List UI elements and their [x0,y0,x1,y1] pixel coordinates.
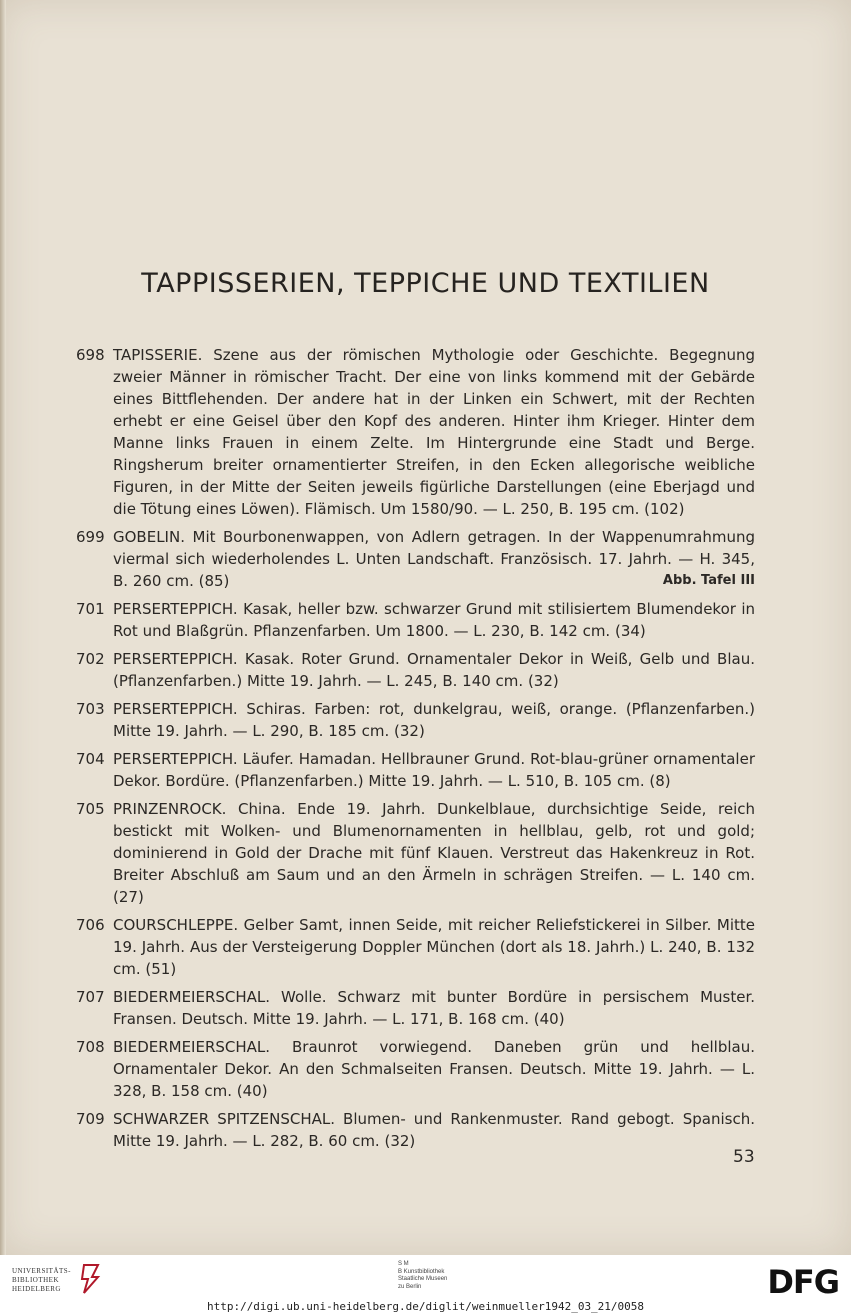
entry-text: COURSCHLEPPE. Gelber Samt, innen Seide, mit reicher Reliefstickerei in Silber. Mitte 19. Jahrh. Aus der Versteigerung Doppler München (dort als 18. Jahrh.) L. 240, B. 132 cm. (51) [113,916,755,978]
page-number: 53 [733,1147,755,1167]
entry-number: 698 [76,346,105,364]
entry-text: PERSERTEPPICH. Schiras. Farben: rot, dunkelgrau, weiß, orange. (Pflanzenfarben.) Mitte 19. Jahrh. — L. 290, B. 185 cm. (32) [113,700,755,740]
entry-text: PERSERTEPPICH. Kasak, heller bzw. schwarzer Grund mit stilisiertem Blumendekor in Rot und Blaßgrün. Pflanzenfarben. Um 1800. — L. 230, B. 142 cm. (34) [113,600,755,640]
catalog-entry [0,344,851,520]
catalog-entry [0,648,851,692]
entry-text: TAPISSERIE. Szene aus der römischen Mythologie oder Geschichte. Begegnung zweier Männer in römischer Tracht. Der eine von links kommend mit der Gebärde eines Bittflehenden. Der andere hat in der Linken ein Schwert, mit der Rechten erhebt er eine Geisel über den Kopf des anderen. Hinter ihm Krieger. Hinter dem Manne links Frauen in einem Zelte. Im Hintergrunde eine Stadt und Berge. Ringsherum breiter ornamentierter Streifen, in den Ecken allegorische weibliche Figuren, in der Mitte der Seiten jeweils figürliche Darstellungen (eine Eberjagd und die Tötung eines Löwen). Flämisch. Um 1580/90. — L. 250, B. 195 cm. (102) [113,346,755,518]
stamp-line: S M [398,1261,409,1267]
catalog-entry [0,914,851,980]
entry-text: BIEDERMEIERSCHAL. Wolle. Schwarz mit bunter Bordüre in persischem Muster. Fransen. Deutsch. Mitte 19. Jahrh. — L. 171, B. 168 cm. (40) [113,988,755,1028]
entry-text: GOBELIN. Mit Bourbonenwappen, von Adlern getragen. In der Wappenumrahmung viermal sich wiederholendes L. Unten Landschaft. Französisch. 17. Jahrh. — H. 345, B. 260 cm. (85) [113,528,755,590]
catalog-entry [0,798,851,908]
digitization-footer [0,1255,851,1315]
page-title: TAPPISSERIEN, TEPPICHE UND TEXTILIEN [141,268,710,299]
entry-text: PERSERTEPPICH. Läufer. Hamadan. Hellbrauner Grund. Rot-blau-grüner ornamentaler Dekor. Bordüre. (Pflanzenfarben.) Mitte 19. Jahrh. — L. 510, B. 105 cm. (8) [113,750,755,790]
entry-number: 701 [76,600,105,618]
entry-number: 704 [76,750,105,768]
catalog-entry [0,526,851,592]
catalog-entry [0,698,851,742]
catalog-entry [0,1036,851,1102]
stamp-line: zu Berlin [398,1283,422,1290]
library-name-line: BIBLIOTHEK [12,1276,59,1284]
museum-stamp [398,1261,508,1291]
catalog-entry [0,748,851,792]
entry-number: 709 [76,1110,105,1128]
stamp-line: B Kunstbibliothek [398,1268,445,1275]
entry-number: 699 [76,528,105,546]
source-url[interactable]: http://digi.ub.uni-heidelberg.de/diglit/weinmueller1942_03_21/0058 [206,1300,645,1313]
dfg-logo: DFG [767,1263,839,1301]
catalog-entry [0,598,851,642]
university-logo-icon [78,1261,104,1301]
catalog-entry [0,1108,851,1152]
entry-number: 703 [76,700,105,718]
catalog-entry [0,986,851,1030]
entry-text: PRINZENROCK. China. Ende 19. Jahrh. Dunkelblaue, durchsichtige Seide, reich bestickt mit Wolken- und Blumenornamenten in hellblau, gelb, rot und gold; dominierend in Gold der Drache mit fünf Klauen. Verstreut das Hakenkreuz in Rot. Breiter Abschluß am Saum und an den Ärmeln in schrägen Streifen. — L. 140 cm. (27) [113,800,755,906]
plate-reference: Abb. Tafel III [662,573,755,588]
entry-number: 708 [76,1038,105,1056]
catalog-entries [0,344,851,1158]
entry-number: 702 [76,650,105,668]
entry-number: 707 [76,988,105,1006]
entry-text: PERSERTEPPICH. Kasak. Roter Grund. Ornamentaler Dekor in Weiß, Gelb und Blau. (Pflanzenfarben.) Mitte 19. Jahrh. — L. 245, B. 140 cm. (32) [113,650,755,690]
library-name-line: UNIVERSITÄTS- [12,1267,71,1275]
library-name-line: HEIDELBERG [12,1285,61,1293]
entry-number: 705 [76,800,105,818]
entry-number: 706 [76,916,105,934]
entry-text: BIEDERMEIERSCHAL. Braunrot vorwiegend. Daneben grün und hellblau. Ornamentaler Dekor. An den Schmalseiten Fransen. Deutsch. Mitte 19. Jahrh. — L. 328, B. 158 cm. (40) [113,1038,755,1100]
stamp-line: Staatliche Museen [398,1276,448,1282]
entry-text: SCHWARZER SPITZENSCHAL. Blumen- und Rankenmuster. Rand gebogt. Spanisch. Mitte 19. Jahrh. — L. 282, B. 60 cm. (32) [113,1110,755,1150]
library-name [12,1267,78,1294]
